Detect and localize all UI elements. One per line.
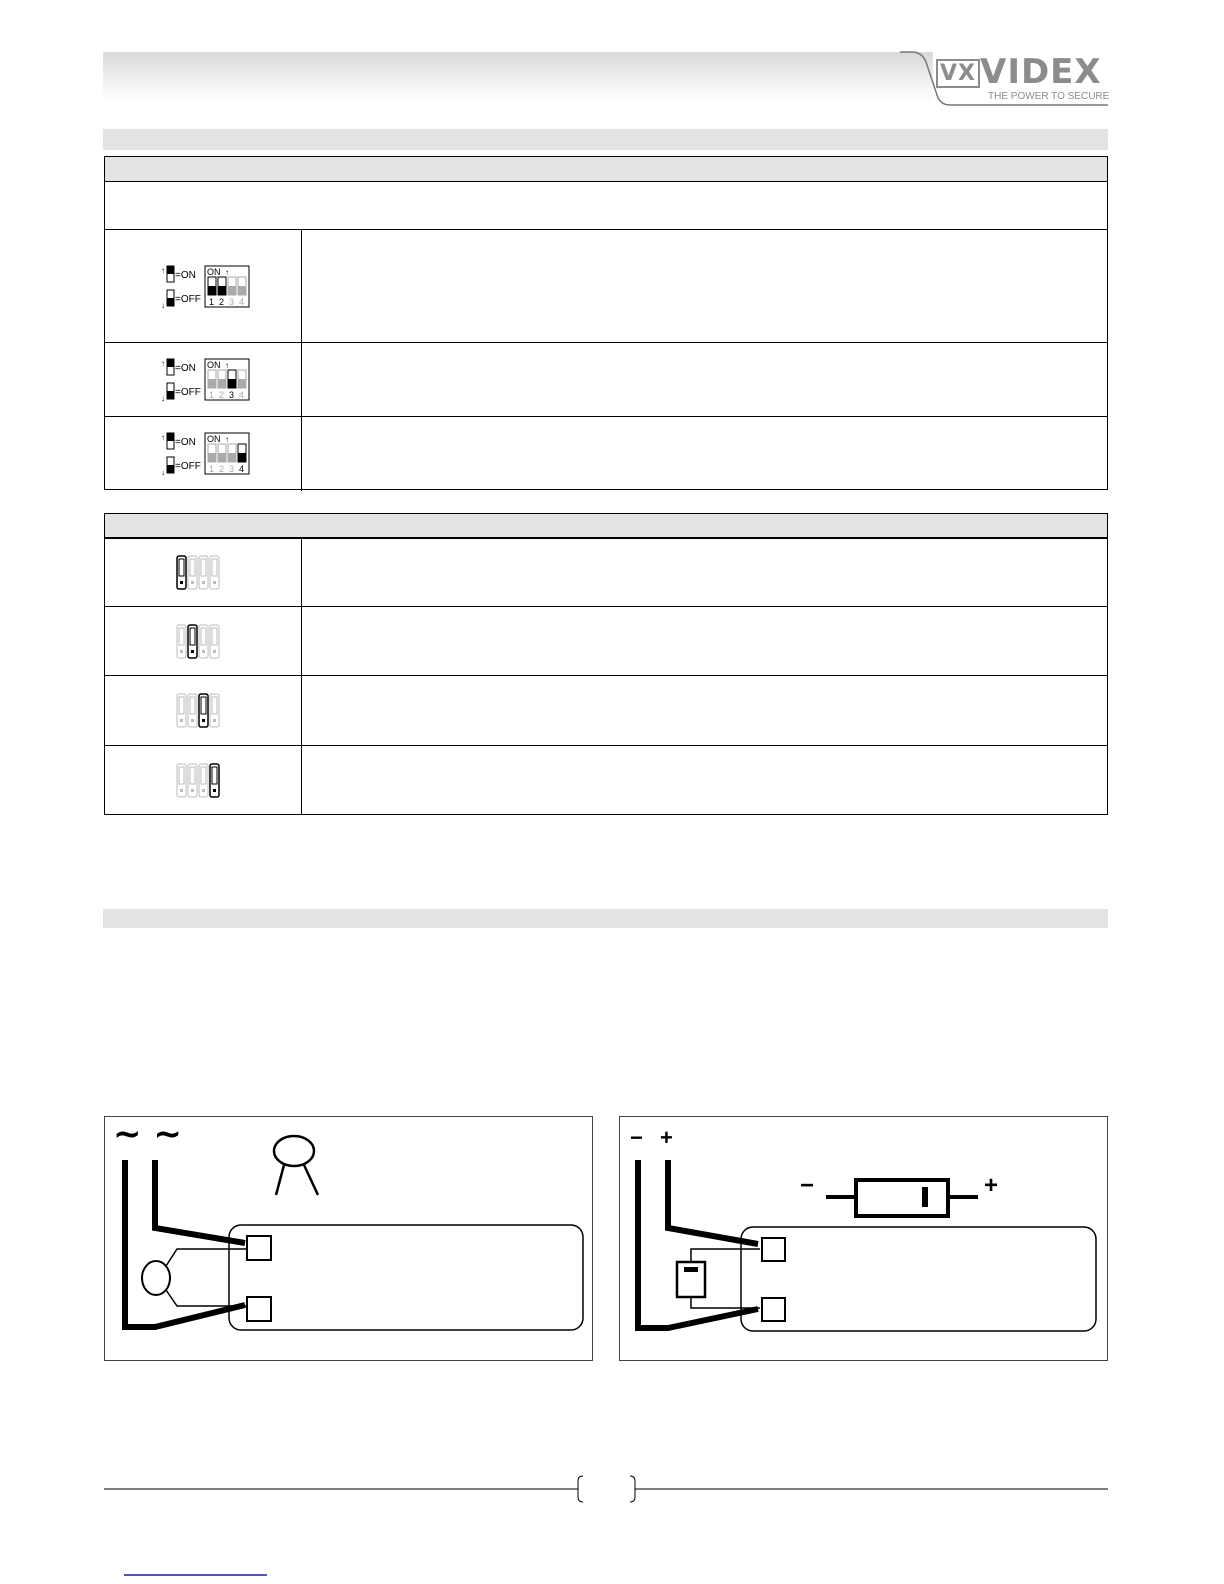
dc-plus-symbol: + xyxy=(660,1125,673,1150)
svg-text:↑: ↑ xyxy=(161,265,165,275)
off-legend: =OFF xyxy=(175,387,201,398)
svg-text:2: 2 xyxy=(219,390,225,400)
jumper-icon xyxy=(175,555,223,591)
footer xyxy=(104,1476,1108,1575)
svg-text:↑: ↑ xyxy=(225,267,229,277)
svg-text:2: 2 xyxy=(219,464,225,474)
jumper-table xyxy=(104,513,1108,815)
svg-text:3: 3 xyxy=(229,296,235,307)
dc-minus-symbol: − xyxy=(630,1125,643,1150)
table-row xyxy=(105,229,1107,343)
svg-text:2: 2 xyxy=(219,296,225,307)
dip-switch-icon xyxy=(159,265,251,309)
dip-on-label: ON xyxy=(207,434,221,444)
on-legend: =ON xyxy=(175,363,196,374)
jumper-icon xyxy=(175,763,223,799)
table-header xyxy=(105,157,1107,182)
dip-switch-icon xyxy=(159,358,251,402)
svg-text:↓: ↓ xyxy=(161,468,165,476)
header-band xyxy=(103,52,933,104)
svg-text:3: 3 xyxy=(229,464,235,474)
ac-wiring-diagram-frame xyxy=(104,1116,593,1361)
videx-logo: VX VIDEX xyxy=(936,52,1102,92)
svg-text:3: 3 xyxy=(229,390,235,400)
table-row xyxy=(105,537,1107,607)
table-row xyxy=(105,416,1107,491)
dip-switch-icon xyxy=(159,432,251,476)
svg-text:4: 4 xyxy=(239,390,245,400)
ac-supply-symbol: ~ ~ xyxy=(113,1114,182,1154)
section-bar-2 xyxy=(103,909,1108,928)
table-header xyxy=(105,514,1107,539)
dc-wiring-diagram-frame xyxy=(619,1116,1108,1361)
dip-switch-table xyxy=(104,156,1108,490)
svg-text:↑: ↑ xyxy=(161,359,165,368)
svg-text:4: 4 xyxy=(239,464,245,474)
section-bar-1 xyxy=(103,129,1108,150)
svg-text:↑: ↑ xyxy=(225,361,229,370)
diode-minus: − xyxy=(800,1172,815,1199)
svg-text:1: 1 xyxy=(209,296,215,307)
svg-text:1: 1 xyxy=(209,390,215,400)
diode-plus: + xyxy=(984,1172,999,1199)
svg-text:4: 4 xyxy=(239,296,245,307)
dip-on-label: ON xyxy=(207,266,221,277)
table-row xyxy=(105,745,1107,815)
off-legend: =OFF xyxy=(175,461,201,472)
jumper-icon xyxy=(175,624,223,660)
on-legend: =ON xyxy=(175,269,196,281)
off-legend: =OFF xyxy=(175,293,201,305)
svg-text:1: 1 xyxy=(209,464,215,474)
svg-text:↓: ↓ xyxy=(161,394,165,402)
table-row xyxy=(105,606,1107,676)
jumper-icon xyxy=(175,693,223,729)
page-number-bracket xyxy=(578,1476,583,1502)
table-row xyxy=(105,675,1107,746)
on-legend: =ON xyxy=(175,437,196,448)
dip-on-label: ON xyxy=(207,360,221,370)
logo-tagline: THE POWER TO SECURE xyxy=(988,91,1110,102)
svg-text:↓: ↓ xyxy=(161,300,165,309)
svg-text:↑: ↑ xyxy=(161,433,165,442)
table-row xyxy=(105,342,1107,417)
svg-text:↑: ↑ xyxy=(225,435,229,444)
